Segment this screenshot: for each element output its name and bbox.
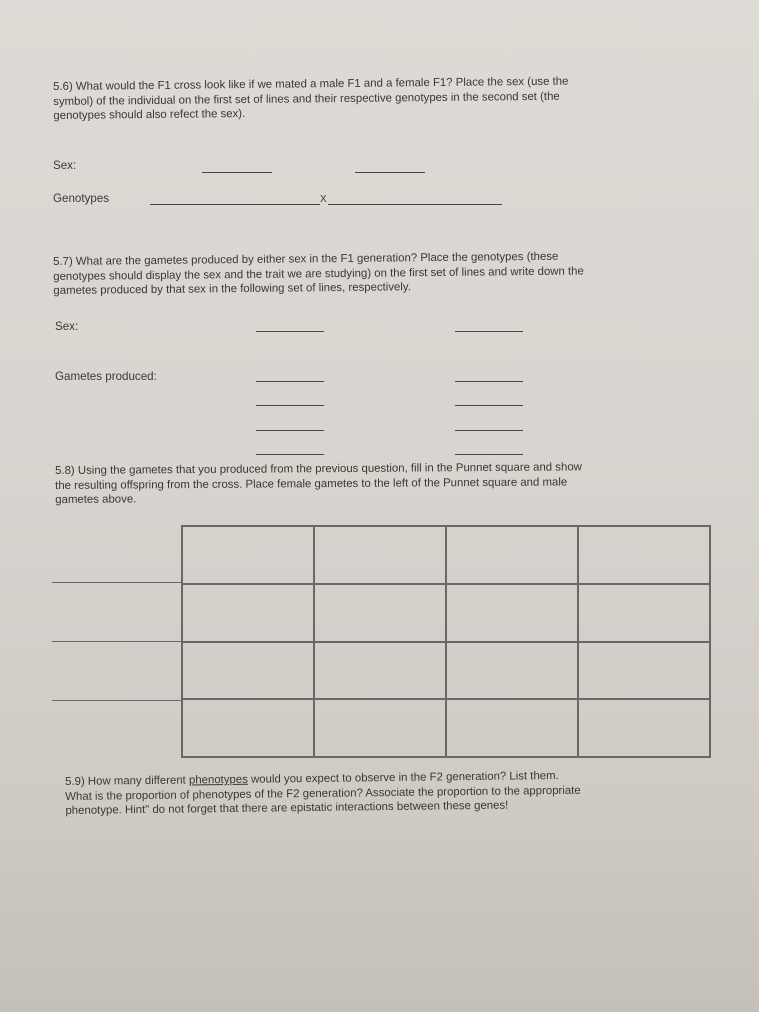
punnett-cell[interactable] (314, 699, 446, 757)
sex-label-5-7: Sex: (55, 320, 79, 333)
punnett-cell[interactable] (578, 699, 710, 757)
punnett-cell[interactable] (446, 526, 578, 584)
punnett-square (181, 525, 711, 758)
question-5-8-line-2: the resulting offspring from the cross. Place female gametes to the left of the Punnet square and male (55, 475, 568, 492)
punnett-cell[interactable] (314, 526, 446, 584)
punnett-cell[interactable] (182, 526, 314, 584)
question-5-7-line-1: 5.7) What are the gametes produced by either sex in the F1 generation? Place the genotypes (these (53, 250, 559, 268)
punnett-cell[interactable] (182, 699, 314, 757)
cross-symbol: X (320, 194, 327, 205)
question-5-7-line-3: gametes produced by that sex in the following set of lines, respectively. (53, 281, 411, 297)
question-5-8-line-3: gametes above. (55, 493, 137, 506)
punnett-cell[interactable] (578, 526, 710, 584)
punnett-row-line-2 (52, 641, 182, 642)
gamete-blank-left-2[interactable] (256, 405, 324, 406)
sex-blank-3[interactable] (256, 331, 324, 332)
gametes-produced-label: Gametes produced: (55, 370, 157, 383)
punnett-cell[interactable] (182, 642, 314, 700)
gamete-blank-right-4[interactable] (455, 454, 523, 455)
question-5-8-line-1: 5.8) Using the gametes that you produced from the previous question, fill in the Punnet square and show (55, 461, 582, 477)
question-5-9-line-2: What is the proportion of phenotypes of the F2 generation? Associate the proportion to the appropriate (65, 784, 581, 803)
sex-blank-2[interactable] (355, 172, 425, 173)
phenotypes-underlined: phenotypes (188, 773, 248, 787)
question-5-7-line-2: genotypes should display the sex and the trait we are studying) on the first set of lines and write down the (53, 264, 584, 283)
gamete-blank-left-3[interactable] (256, 430, 324, 431)
question-5-9-line-3: phenotype. Hint" do not forget that there are epistatic interactions between these genes! (65, 799, 509, 817)
genotypes-label: Genotypes (53, 192, 110, 205)
question-5-9-line-1-start: 5.9) How many different (65, 774, 190, 788)
sex-blank-1[interactable] (202, 172, 272, 173)
question-5-6-line-2: symbol) of the individual on the first set of lines and their respective genotypes in the second set (the (53, 90, 560, 108)
question-5-9-line-1-end: would you expect to observe in the F2 generation? List them. (247, 769, 559, 786)
gamete-blank-left-4[interactable] (256, 454, 324, 455)
punnett-cell[interactable] (446, 642, 578, 700)
punnett-row-line-3 (52, 700, 182, 701)
punnett-cell[interactable] (314, 584, 446, 642)
gamete-blank-right-1[interactable] (455, 381, 523, 382)
punnett-cell[interactable] (578, 584, 710, 642)
gamete-blank-right-2[interactable] (455, 405, 523, 406)
question-5-6-line-1: 5.6) What would the F1 cross look like if we mated a male F1 and a female F1? Place the sex (use the (53, 75, 569, 93)
question-5-6 (53, 75, 569, 124)
punnett-cell[interactable] (578, 642, 710, 700)
punnett-row-line-1 (52, 582, 182, 583)
punnett-cell[interactable] (314, 642, 446, 700)
question-5-8 (55, 460, 582, 507)
genotype-blank-1[interactable] (150, 204, 320, 205)
sex-blank-4[interactable] (455, 331, 523, 332)
question-5-6-line-3: genotypes should also refect the sex). (53, 107, 246, 122)
sex-label-5-6: Sex: (53, 159, 77, 172)
punnett-cell[interactable] (182, 584, 314, 642)
question-5-7 (53, 249, 584, 298)
punnett-cell[interactable] (446, 699, 578, 757)
genotype-blank-2[interactable] (328, 204, 502, 205)
punnett-cell[interactable] (446, 584, 578, 642)
gamete-blank-right-3[interactable] (455, 430, 523, 431)
question-5-9 (65, 769, 581, 819)
gamete-blank-left-1[interactable] (256, 381, 324, 382)
